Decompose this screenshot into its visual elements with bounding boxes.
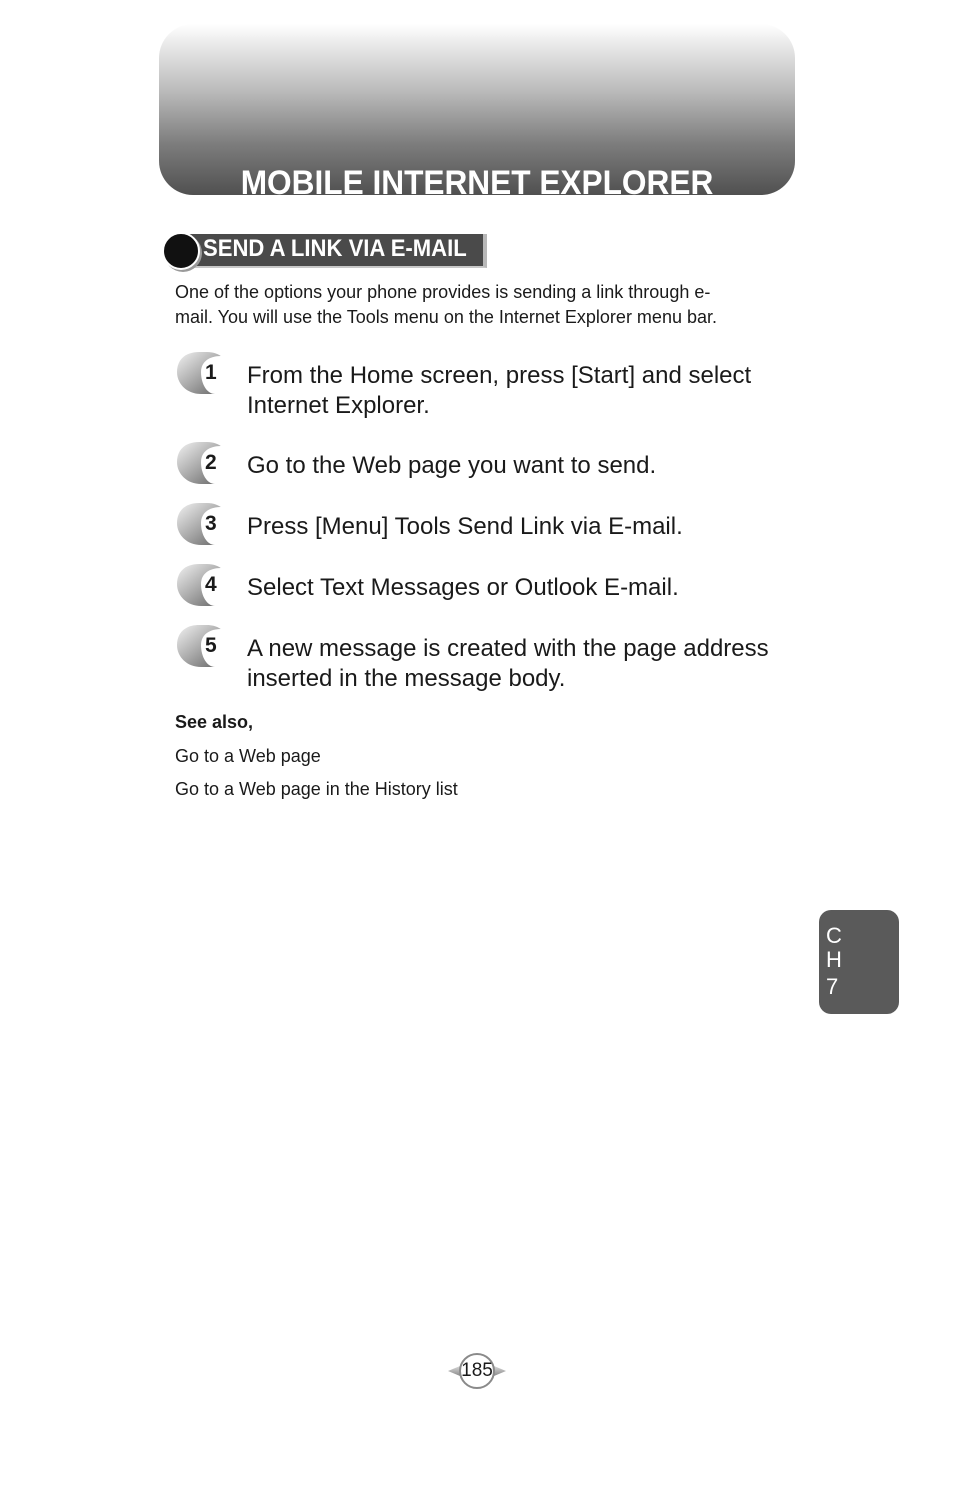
step-text <box>247 634 807 694</box>
step-text-line: Internet Explorer. <box>247 392 430 419</box>
see-also-link[interactable]: Go to a Web page in the History list <box>175 779 458 799</box>
intro-line-1: One of the options your phone provides is sending a link through e- <box>175 282 711 302</box>
step-text <box>247 451 807 481</box>
chapter-header-banner <box>159 24 795 202</box>
step-number: 5 <box>205 634 217 657</box>
step-text-line: Select Text Messages or Outlook E-mail. <box>247 574 679 601</box>
step-text <box>247 573 807 603</box>
step-number: 4 <box>205 573 217 596</box>
bullet-dot-icon <box>162 232 200 270</box>
step-text <box>247 361 807 421</box>
step-text-line: From the Home screen, press [Start] and select <box>247 362 752 389</box>
section-heading <box>162 232 492 270</box>
see-also-link[interactable]: Go to a Web page <box>175 746 321 766</box>
step-text-line: A new message is created with the page address <box>247 635 769 662</box>
step-number: 3 <box>205 512 217 535</box>
step-badge-icon <box>175 623 231 669</box>
section-title: SEND A LINK VIA E-MAIL <box>203 235 467 262</box>
step-number: 1 <box>205 361 217 384</box>
step-badge-icon <box>175 350 231 396</box>
intro-line-2: mail. You will use the Tools menu on the Internet Explorer menu bar. <box>175 307 717 327</box>
step-badge-icon <box>175 501 231 547</box>
step-text-line: Go to the Web page you want to send. <box>247 452 657 479</box>
step-text <box>247 512 807 542</box>
step-text-line: inserted in the message body. <box>247 665 566 692</box>
see-also-heading: See also, <box>175 712 254 732</box>
page-number: 185 <box>461 1360 493 1381</box>
step-text-line: Press [Menu] Tools Send Link via E-mail. <box>247 513 683 540</box>
page-number-badge <box>446 1352 508 1390</box>
chapter-tab-letter: C <box>826 923 842 948</box>
step-badge-icon <box>175 440 231 486</box>
chapter-tab-letter: 7 <box>826 974 839 999</box>
step-number: 2 <box>205 451 217 474</box>
chapter-tab <box>819 910 899 1014</box>
intro-paragraph <box>175 280 775 330</box>
chapter-title: MOBILE INTERNET EXPLORER <box>240 164 714 202</box>
step-badge-icon <box>175 562 231 608</box>
chapter-tab-letter: H <box>826 947 842 972</box>
